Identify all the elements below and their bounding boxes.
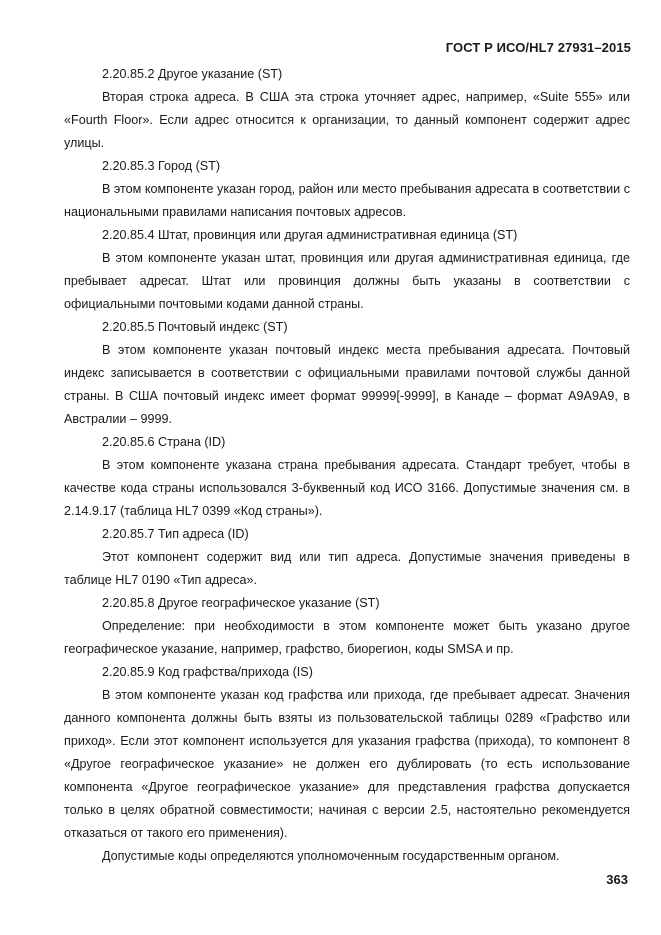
section-heading: 2.20.85.3 Город (ST)	[102, 159, 221, 173]
section-heading: 2.20.85.7 Тип адреса (ID)	[102, 527, 249, 541]
document-id-header: ГОСТ Р ИСО/HL7 27931–2015	[445, 40, 631, 55]
section-paragraph: Этот компонент содержит вид или тип адреса. Допустимые значения приведены в таблице HL7 0190 «Тип адреса».	[64, 550, 630, 587]
section-heading: 2.20.85.6 Страна (ID)	[102, 435, 226, 449]
section-heading: 2.20.85.5 Почтовый индекс (ST)	[102, 320, 288, 334]
section-paragraph: Определение: при необходимости в этом компоненте может быть указано другое географическое указание, например, графство, биорегион, коды SMSA и пр.	[64, 619, 630, 656]
page-number: 363	[606, 872, 628, 887]
section-paragraph: В этом компоненте указан почтовый индекс места пребывания адресата. Почтовый индекс записывается в соответствии с официальными правилами почтовой службы данной страны. В США почтовый индекс имеет формат 99999[-9999], в Канаде – формат A9A9A9, в Австралии – 9999.	[64, 343, 630, 426]
section-heading: 2.20.85.9 Код графства/прихода (IS)	[102, 665, 313, 679]
section-heading: 2.20.85.4 Штат, провинция или другая административная единица (ST)	[102, 228, 518, 242]
section-paragraph: В этом компоненте указана страна пребывания адресата. Стандарт требует, чтобы в качестве кода страны использовался 3-буквенный код ИСО 3166. Допустимые значения см. в 2.14.9.17 (таблица HL7 0399 «Код страны»).	[64, 458, 630, 518]
section-paragraph: Вторая строка адреса. В США эта строка уточняет адрес, например, «Suite 555» или «Fourth Floor». Если адрес относится к организации, то данный компонент содержит адрес улицы.	[64, 90, 630, 150]
section-heading: 2.20.85.2 Другое указание (ST)	[102, 67, 283, 81]
section-paragraph: В этом компоненте указан штат, провинция или другая административная единица, где пребывает адресат. Штат или провинция должны быть указаны в соответствии с официальными почтовыми кодами данной страны.	[64, 251, 630, 311]
page-body	[64, 63, 630, 868]
section-paragraph: В этом компоненте указан код графства или прихода, где пребывает адресат. Значения данного компонента должны быть взяты из пользовательской таблицы 0289 «Графство или приход». Если этот компонент используется для указания графства (прихода), то компонент 8 «Другое географическое указание» не должен его дублировать (то есть использование компонента «Другое географическое указание» для представления графства допускается только в целях обратной совместимости; начиная с версии 2.5, настоятельно рекомендуется отказаться от такого его применения).	[64, 688, 630, 840]
section-heading: 2.20.85.8 Другое географическое указание (ST)	[102, 596, 380, 610]
section-paragraph: В этом компоненте указан город, район или место пребывания адресата в соответствии с национальными правилами написания почтовых адресов.	[64, 182, 630, 219]
section-paragraph: Допустимые коды определяются уполномоченным государственным органом.	[102, 849, 560, 863]
